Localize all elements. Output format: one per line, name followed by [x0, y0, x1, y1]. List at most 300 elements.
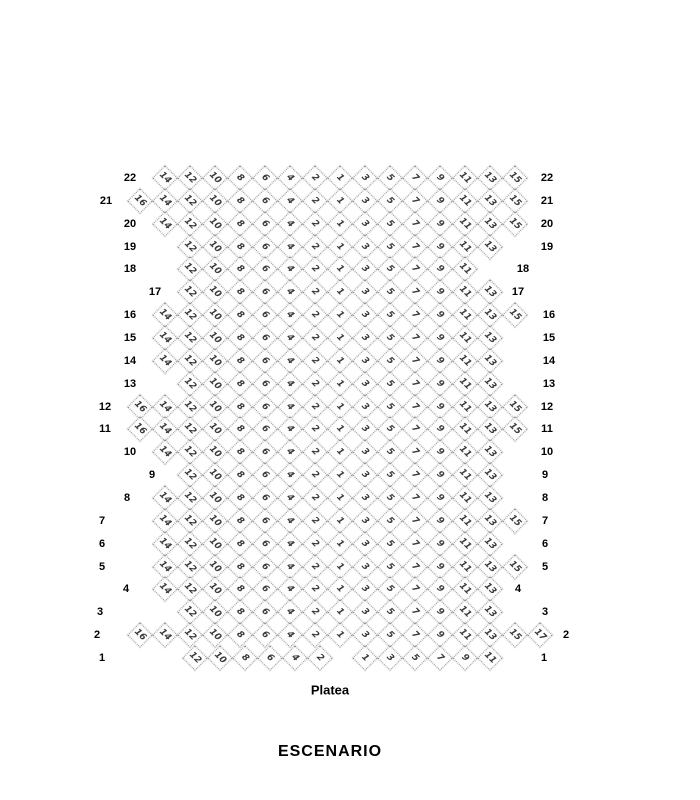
seat-row14-14[interactable] [152, 348, 177, 373]
seat-row10-8[interactable] [227, 439, 252, 464]
seat-row20-1[interactable] [327, 211, 352, 236]
seat-row3-13[interactable] [477, 599, 502, 624]
seat-row7-5[interactable] [377, 508, 402, 533]
seat-row17-9[interactable] [427, 279, 452, 304]
seat-row10-13[interactable] [477, 439, 502, 464]
seat-row16-10[interactable] [202, 302, 227, 327]
seat-number: 9 [434, 285, 447, 298]
seat-row10-4[interactable] [277, 439, 302, 464]
seat-number: 6 [259, 308, 272, 321]
seat-row17-6[interactable] [252, 279, 277, 304]
seat-row8-5[interactable] [377, 485, 402, 510]
seat-row11-2[interactable] [302, 416, 327, 441]
seat-row17-8[interactable] [227, 279, 252, 304]
seat-number: 3 [359, 514, 372, 527]
seat-row9-4[interactable] [277, 462, 302, 487]
seat-row16-9[interactable] [427, 302, 452, 327]
seat-number: 11 [457, 512, 474, 529]
seat-row15-10[interactable] [202, 325, 227, 350]
seat-row10-11[interactable] [452, 439, 477, 464]
seat-row1-5[interactable] [402, 645, 427, 670]
seat-row18-7[interactable] [402, 256, 427, 281]
seat-row15-12[interactable] [177, 325, 202, 350]
seat-row14-5[interactable] [377, 348, 402, 373]
seat-row18-4[interactable] [277, 256, 302, 281]
seat-row3-4[interactable] [277, 599, 302, 624]
seat-row11-16[interactable] [127, 416, 152, 441]
seat-row10-6[interactable] [252, 439, 277, 464]
seat-row17-12[interactable] [177, 279, 202, 304]
seat-row13-9[interactable] [427, 371, 452, 396]
seat-row3-3[interactable] [352, 599, 377, 624]
seat-number: 13 [482, 603, 499, 620]
seat-row15-5[interactable] [377, 325, 402, 350]
seat-row17-7[interactable] [402, 279, 427, 304]
seat-row22-4[interactable] [277, 165, 302, 190]
seat-row18-6[interactable] [252, 256, 277, 281]
seat-row1-12[interactable] [182, 645, 207, 670]
seat-row20-11[interactable] [452, 211, 477, 236]
seat-number: 5 [384, 445, 397, 458]
seat-row13-5[interactable] [377, 371, 402, 396]
seat-row16-5[interactable] [377, 302, 402, 327]
seat-row9-13[interactable] [477, 462, 502, 487]
seat-row18-11[interactable] [452, 256, 477, 281]
seat-row22-14[interactable] [152, 165, 177, 190]
seat-row3-9[interactable] [427, 599, 452, 624]
seat-row15-11[interactable] [452, 325, 477, 350]
seat-row16-15[interactable] [502, 302, 527, 327]
seat-row2-17[interactable] [527, 622, 552, 647]
seat-row14-9[interactable] [427, 348, 452, 373]
seat-row16-13[interactable] [477, 302, 502, 327]
seat-row20-10[interactable] [202, 211, 227, 236]
seat-row17-11[interactable] [452, 279, 477, 304]
seat-row20-3[interactable] [352, 211, 377, 236]
seat-row4-5[interactable] [377, 576, 402, 601]
seat-row21-12[interactable] [177, 188, 202, 213]
seat-row11-15[interactable] [502, 416, 527, 441]
seat-row22-7[interactable] [402, 165, 427, 190]
seat-row9-2[interactable] [302, 462, 327, 487]
seat-row2-12[interactable] [177, 622, 202, 647]
seat-row4-10[interactable] [202, 576, 227, 601]
seat-row15-4[interactable] [277, 325, 302, 350]
seat-row8-12[interactable] [177, 485, 202, 510]
seat-row10-2[interactable] [302, 439, 327, 464]
seat-number: 7 [409, 422, 422, 435]
seat-row21-8[interactable] [227, 188, 252, 213]
seat-row1-7[interactable] [427, 645, 452, 670]
seat-row21-9[interactable] [427, 188, 452, 213]
seat-row6-5[interactable] [377, 531, 402, 556]
seat-row14-13[interactable] [477, 348, 502, 373]
seat-row8-4[interactable] [277, 485, 302, 510]
seat-row21-4[interactable] [277, 188, 302, 213]
seat-row22-3[interactable] [352, 165, 377, 190]
row-label-right-4: 4 [514, 583, 522, 595]
seat-row11-12[interactable] [177, 416, 202, 441]
seat-row7-15[interactable] [502, 508, 527, 533]
seat-row10-12[interactable] [177, 439, 202, 464]
seat-row18-2[interactable] [302, 256, 327, 281]
seat-row8-9[interactable] [427, 485, 452, 510]
seat-number: 14 [157, 443, 174, 460]
seat-number: 3 [359, 217, 372, 230]
seat-row19-13[interactable] [477, 234, 502, 259]
seat-row7-11[interactable] [452, 508, 477, 533]
seat-row1-9[interactable] [452, 645, 477, 670]
seat-row2-10[interactable] [202, 622, 227, 647]
seat-row11-9[interactable] [427, 416, 452, 441]
seat-row2-7[interactable] [402, 622, 427, 647]
seat-row10-3[interactable] [352, 439, 377, 464]
seat-row8-13[interactable] [477, 485, 502, 510]
seat-row20-13[interactable] [477, 211, 502, 236]
seat-row17-4[interactable] [277, 279, 302, 304]
seat-row2-11[interactable] [452, 622, 477, 647]
seat-number: 10 [207, 603, 224, 620]
seat-row8-1[interactable] [327, 485, 352, 510]
seat-row6-12[interactable] [177, 531, 202, 556]
seat-row2-1[interactable] [327, 622, 352, 647]
seat-row6-9[interactable] [427, 531, 452, 556]
row-label-right-5: 5 [541, 561, 549, 573]
seat-row13-12[interactable] [177, 371, 202, 396]
seat-row20-2[interactable] [302, 211, 327, 236]
seat-row6-4[interactable] [277, 531, 302, 556]
seat-row8-7[interactable] [402, 485, 427, 510]
seat-row8-10[interactable] [202, 485, 227, 510]
seat-row1-10[interactable] [207, 645, 232, 670]
seat-row9-10[interactable] [202, 462, 227, 487]
seat-row6-13[interactable] [477, 531, 502, 556]
seat-row11-6[interactable] [252, 416, 277, 441]
seat-row17-1[interactable] [327, 279, 352, 304]
seat-row8-14[interactable] [152, 485, 177, 510]
seat-row21-2[interactable] [302, 188, 327, 213]
seat-row21-3[interactable] [352, 188, 377, 213]
seat-row7-13[interactable] [477, 508, 502, 533]
seat-row13-1[interactable] [327, 371, 352, 396]
seat-row13-13[interactable] [477, 371, 502, 396]
seat-row14-6[interactable] [252, 348, 277, 373]
seat-row18-10[interactable] [202, 256, 227, 281]
seat-row4-12[interactable] [177, 576, 202, 601]
seat-row18-5[interactable] [377, 256, 402, 281]
seat-row11-4[interactable] [277, 416, 302, 441]
seat-row22-15[interactable] [502, 165, 527, 190]
seat-row6-1[interactable] [327, 531, 352, 556]
seat-row9-5[interactable] [377, 462, 402, 487]
seat-number: 12 [187, 649, 204, 666]
seat-row22-9[interactable] [427, 165, 452, 190]
seat-number: 6 [259, 262, 272, 275]
seat-row17-2[interactable] [302, 279, 327, 304]
seat-row3-7[interactable] [402, 599, 427, 624]
seat-row4-2[interactable] [302, 576, 327, 601]
seat-row20-15[interactable] [502, 211, 527, 236]
seat-row6-6[interactable] [252, 531, 277, 556]
seat-number: 15 [507, 169, 524, 186]
seat-row11-11[interactable] [452, 416, 477, 441]
seat-row9-9[interactable] [427, 462, 452, 487]
seat-row21-10[interactable] [202, 188, 227, 213]
seat-row13-3[interactable] [352, 371, 377, 396]
seat-row3-10[interactable] [202, 599, 227, 624]
seat-row15-13[interactable] [477, 325, 502, 350]
seat-row11-13[interactable] [477, 416, 502, 441]
seat-row15-1[interactable] [327, 325, 352, 350]
seat-row16-4[interactable] [277, 302, 302, 327]
seat-row22-8[interactable] [227, 165, 252, 190]
seat-row4-7[interactable] [402, 576, 427, 601]
seat-row9-12[interactable] [177, 462, 202, 487]
seat-row7-2[interactable] [302, 508, 327, 533]
seat-row14-1[interactable] [327, 348, 352, 373]
seat-row3-6[interactable] [252, 599, 277, 624]
seat-row10-14[interactable] [152, 439, 177, 464]
seat-row3-12[interactable] [177, 599, 202, 624]
seat-row16-3[interactable] [352, 302, 377, 327]
seat-row2-15[interactable] [502, 622, 527, 647]
seat-row18-1[interactable] [327, 256, 352, 281]
seat-row10-7[interactable] [402, 439, 427, 464]
seat-row21-15[interactable] [502, 188, 527, 213]
seat-row16-7[interactable] [402, 302, 427, 327]
seat-row21-13[interactable] [477, 188, 502, 213]
seat-row4-9[interactable] [427, 576, 452, 601]
seat-row8-8[interactable] [227, 485, 252, 510]
seat-row22-1[interactable] [327, 165, 352, 190]
seat-number: 13 [482, 626, 499, 643]
seat-number: 11 [457, 535, 474, 552]
seat-row4-4[interactable] [277, 576, 302, 601]
seat-row16-8[interactable] [227, 302, 252, 327]
seat-row4-13[interactable] [477, 576, 502, 601]
seat-row1-3[interactable] [377, 645, 402, 670]
seat-row11-5[interactable] [377, 416, 402, 441]
seat-row22-13[interactable] [477, 165, 502, 190]
seat-row6-8[interactable] [227, 531, 252, 556]
seat-row6-2[interactable] [302, 531, 327, 556]
seat-row8-6[interactable] [252, 485, 277, 510]
seat-row11-1[interactable] [327, 416, 352, 441]
seat-row2-16[interactable] [127, 622, 152, 647]
seat-row4-3[interactable] [352, 576, 377, 601]
row-label-right-1: 1 [540, 652, 548, 664]
seat-row13-6[interactable] [252, 371, 277, 396]
seat-row21-6[interactable] [252, 188, 277, 213]
seat-row22-10[interactable] [202, 165, 227, 190]
seat-row16-14[interactable] [152, 302, 177, 327]
seat-row1-8[interactable] [232, 645, 257, 670]
seat-row2-6[interactable] [252, 622, 277, 647]
seat-row7-3[interactable] [352, 508, 377, 533]
seat-row20-14[interactable] [152, 211, 177, 236]
seat-row7-14[interactable] [152, 508, 177, 533]
seat-row7-1[interactable] [327, 508, 352, 533]
seat-number: 4 [284, 537, 297, 550]
seat-row13-7[interactable] [402, 371, 427, 396]
seat-row9-3[interactable] [352, 462, 377, 487]
seat-row2-3[interactable] [352, 622, 377, 647]
seat-row9-11[interactable] [452, 462, 477, 487]
seat-row21-11[interactable] [452, 188, 477, 213]
seat-row18-9[interactable] [427, 256, 452, 281]
seat-row17-13[interactable] [477, 279, 502, 304]
seat-row1-6[interactable] [257, 645, 282, 670]
seat-row16-6[interactable] [252, 302, 277, 327]
seat-row22-12[interactable] [177, 165, 202, 190]
seat-row14-12[interactable] [177, 348, 202, 373]
seat-row22-6[interactable] [252, 165, 277, 190]
seat-row15-7[interactable] [402, 325, 427, 350]
seat-row15-9[interactable] [427, 325, 452, 350]
seat-row6-14[interactable] [152, 531, 177, 556]
seat-row21-1[interactable] [327, 188, 352, 213]
seat-row11-7[interactable] [402, 416, 427, 441]
seat-number: 1 [334, 240, 347, 253]
seat-row14-7[interactable] [402, 348, 427, 373]
seat-row22-11[interactable] [452, 165, 477, 190]
seat-row2-5[interactable] [377, 622, 402, 647]
seat-row7-9[interactable] [427, 508, 452, 533]
seat-row14-10[interactable] [202, 348, 227, 373]
seat-row11-3[interactable] [352, 416, 377, 441]
seat-row4-11[interactable] [452, 576, 477, 601]
seat-row21-5[interactable] [377, 188, 402, 213]
seat-row10-10[interactable] [202, 439, 227, 464]
seat-row14-4[interactable] [277, 348, 302, 373]
seat-row6-11[interactable] [452, 531, 477, 556]
seat-row18-8[interactable] [227, 256, 252, 281]
seat-row14-8[interactable] [227, 348, 252, 373]
seat-row2-9[interactable] [427, 622, 452, 647]
seat-row2-2[interactable] [302, 622, 327, 647]
seat-row1-11[interactable] [477, 645, 502, 670]
seat-row6-10[interactable] [202, 531, 227, 556]
seat-number: 4 [284, 217, 297, 230]
seat-row20-6[interactable] [252, 211, 277, 236]
seat-row8-2[interactable] [302, 485, 327, 510]
seat-row7-4[interactable] [277, 508, 302, 533]
seat-row7-10[interactable] [202, 508, 227, 533]
seat-row10-9[interactable] [427, 439, 452, 464]
seat-row21-16[interactable] [127, 188, 152, 213]
seat-row16-2[interactable] [302, 302, 327, 327]
seat-row18-12[interactable] [177, 256, 202, 281]
seat-number: 2 [309, 262, 322, 275]
seat-row1-2[interactable] [307, 645, 332, 670]
seat-row16-11[interactable] [452, 302, 477, 327]
seat-row20-4[interactable] [277, 211, 302, 236]
seat-row20-9[interactable] [427, 211, 452, 236]
seat-row13-4[interactable] [277, 371, 302, 396]
seat-number: 7 [409, 171, 422, 184]
seat-row20-12[interactable] [177, 211, 202, 236]
seat-row20-8[interactable] [227, 211, 252, 236]
seat-row3-1[interactable] [327, 599, 352, 624]
seat-row7-6[interactable] [252, 508, 277, 533]
seat-row6-7[interactable] [402, 531, 427, 556]
seat-row22-2[interactable] [302, 165, 327, 190]
seat-row20-5[interactable] [377, 211, 402, 236]
seat-row17-3[interactable] [352, 279, 377, 304]
seat-row2-13[interactable] [477, 622, 502, 647]
seat-row10-5[interactable] [377, 439, 402, 464]
seat-row17-5[interactable] [377, 279, 402, 304]
seat-row2-4[interactable] [277, 622, 302, 647]
seat-row2-8[interactable] [227, 622, 252, 647]
seat-row1-4[interactable] [282, 645, 307, 670]
seat-row3-11[interactable] [452, 599, 477, 624]
seat-row4-6[interactable] [252, 576, 277, 601]
seat-row18-3[interactable] [352, 256, 377, 281]
seat-row2-14[interactable] [152, 622, 177, 647]
seat-row3-8[interactable] [227, 599, 252, 624]
seat-row6-3[interactable] [352, 531, 377, 556]
seat-number: 8 [234, 308, 247, 321]
seat-row13-11[interactable] [452, 371, 477, 396]
seat-number: 8 [239, 651, 252, 664]
seat-row7-12[interactable] [177, 508, 202, 533]
seat-row4-14[interactable] [152, 576, 177, 601]
seat-row13-8[interactable] [227, 371, 252, 396]
seat-row9-6[interactable] [252, 462, 277, 487]
seat-row15-2[interactable] [302, 325, 327, 350]
seat-row11-10[interactable] [202, 416, 227, 441]
seat-row9-1[interactable] [327, 462, 352, 487]
seat-row17-10[interactable] [202, 279, 227, 304]
seat-row1-1[interactable] [352, 645, 377, 670]
seat-row14-3[interactable] [352, 348, 377, 373]
seat-row9-7[interactable] [402, 462, 427, 487]
seat-row14-11[interactable] [452, 348, 477, 373]
seat-row7-8[interactable] [227, 508, 252, 533]
seat-row4-1[interactable] [327, 576, 352, 601]
seat-number: 11 [457, 558, 474, 575]
seat-number: 7 [409, 514, 422, 527]
seat-row8-11[interactable] [452, 485, 477, 510]
seat-row16-1[interactable] [327, 302, 352, 327]
seat-row20-7[interactable] [402, 211, 427, 236]
seat-row15-14[interactable] [152, 325, 177, 350]
seat-row15-3[interactable] [352, 325, 377, 350]
seat-number: 13 [482, 443, 499, 460]
seat-row15-6[interactable] [252, 325, 277, 350]
seat-row3-2[interactable] [302, 599, 327, 624]
seat-row13-2[interactable] [302, 371, 327, 396]
seat-row13-10[interactable] [202, 371, 227, 396]
seat-row9-8[interactable] [227, 462, 252, 487]
seat-row4-8[interactable] [227, 576, 252, 601]
seat-row7-7[interactable] [402, 508, 427, 533]
seat-row22-5[interactable] [377, 165, 402, 190]
seat-row21-14[interactable] [152, 188, 177, 213]
seat-row16-12[interactable] [177, 302, 202, 327]
seat-number: 13 [482, 215, 499, 232]
seat-row11-8[interactable] [227, 416, 252, 441]
seat-row10-1[interactable] [327, 439, 352, 464]
seat-row3-5[interactable] [377, 599, 402, 624]
seat-row14-2[interactable] [302, 348, 327, 373]
seat-row21-7[interactable] [402, 188, 427, 213]
seat-row15-8[interactable] [227, 325, 252, 350]
seat-row5-15[interactable] [502, 554, 527, 579]
seat-row11-14[interactable] [152, 416, 177, 441]
seat-row8-3[interactable] [352, 485, 377, 510]
